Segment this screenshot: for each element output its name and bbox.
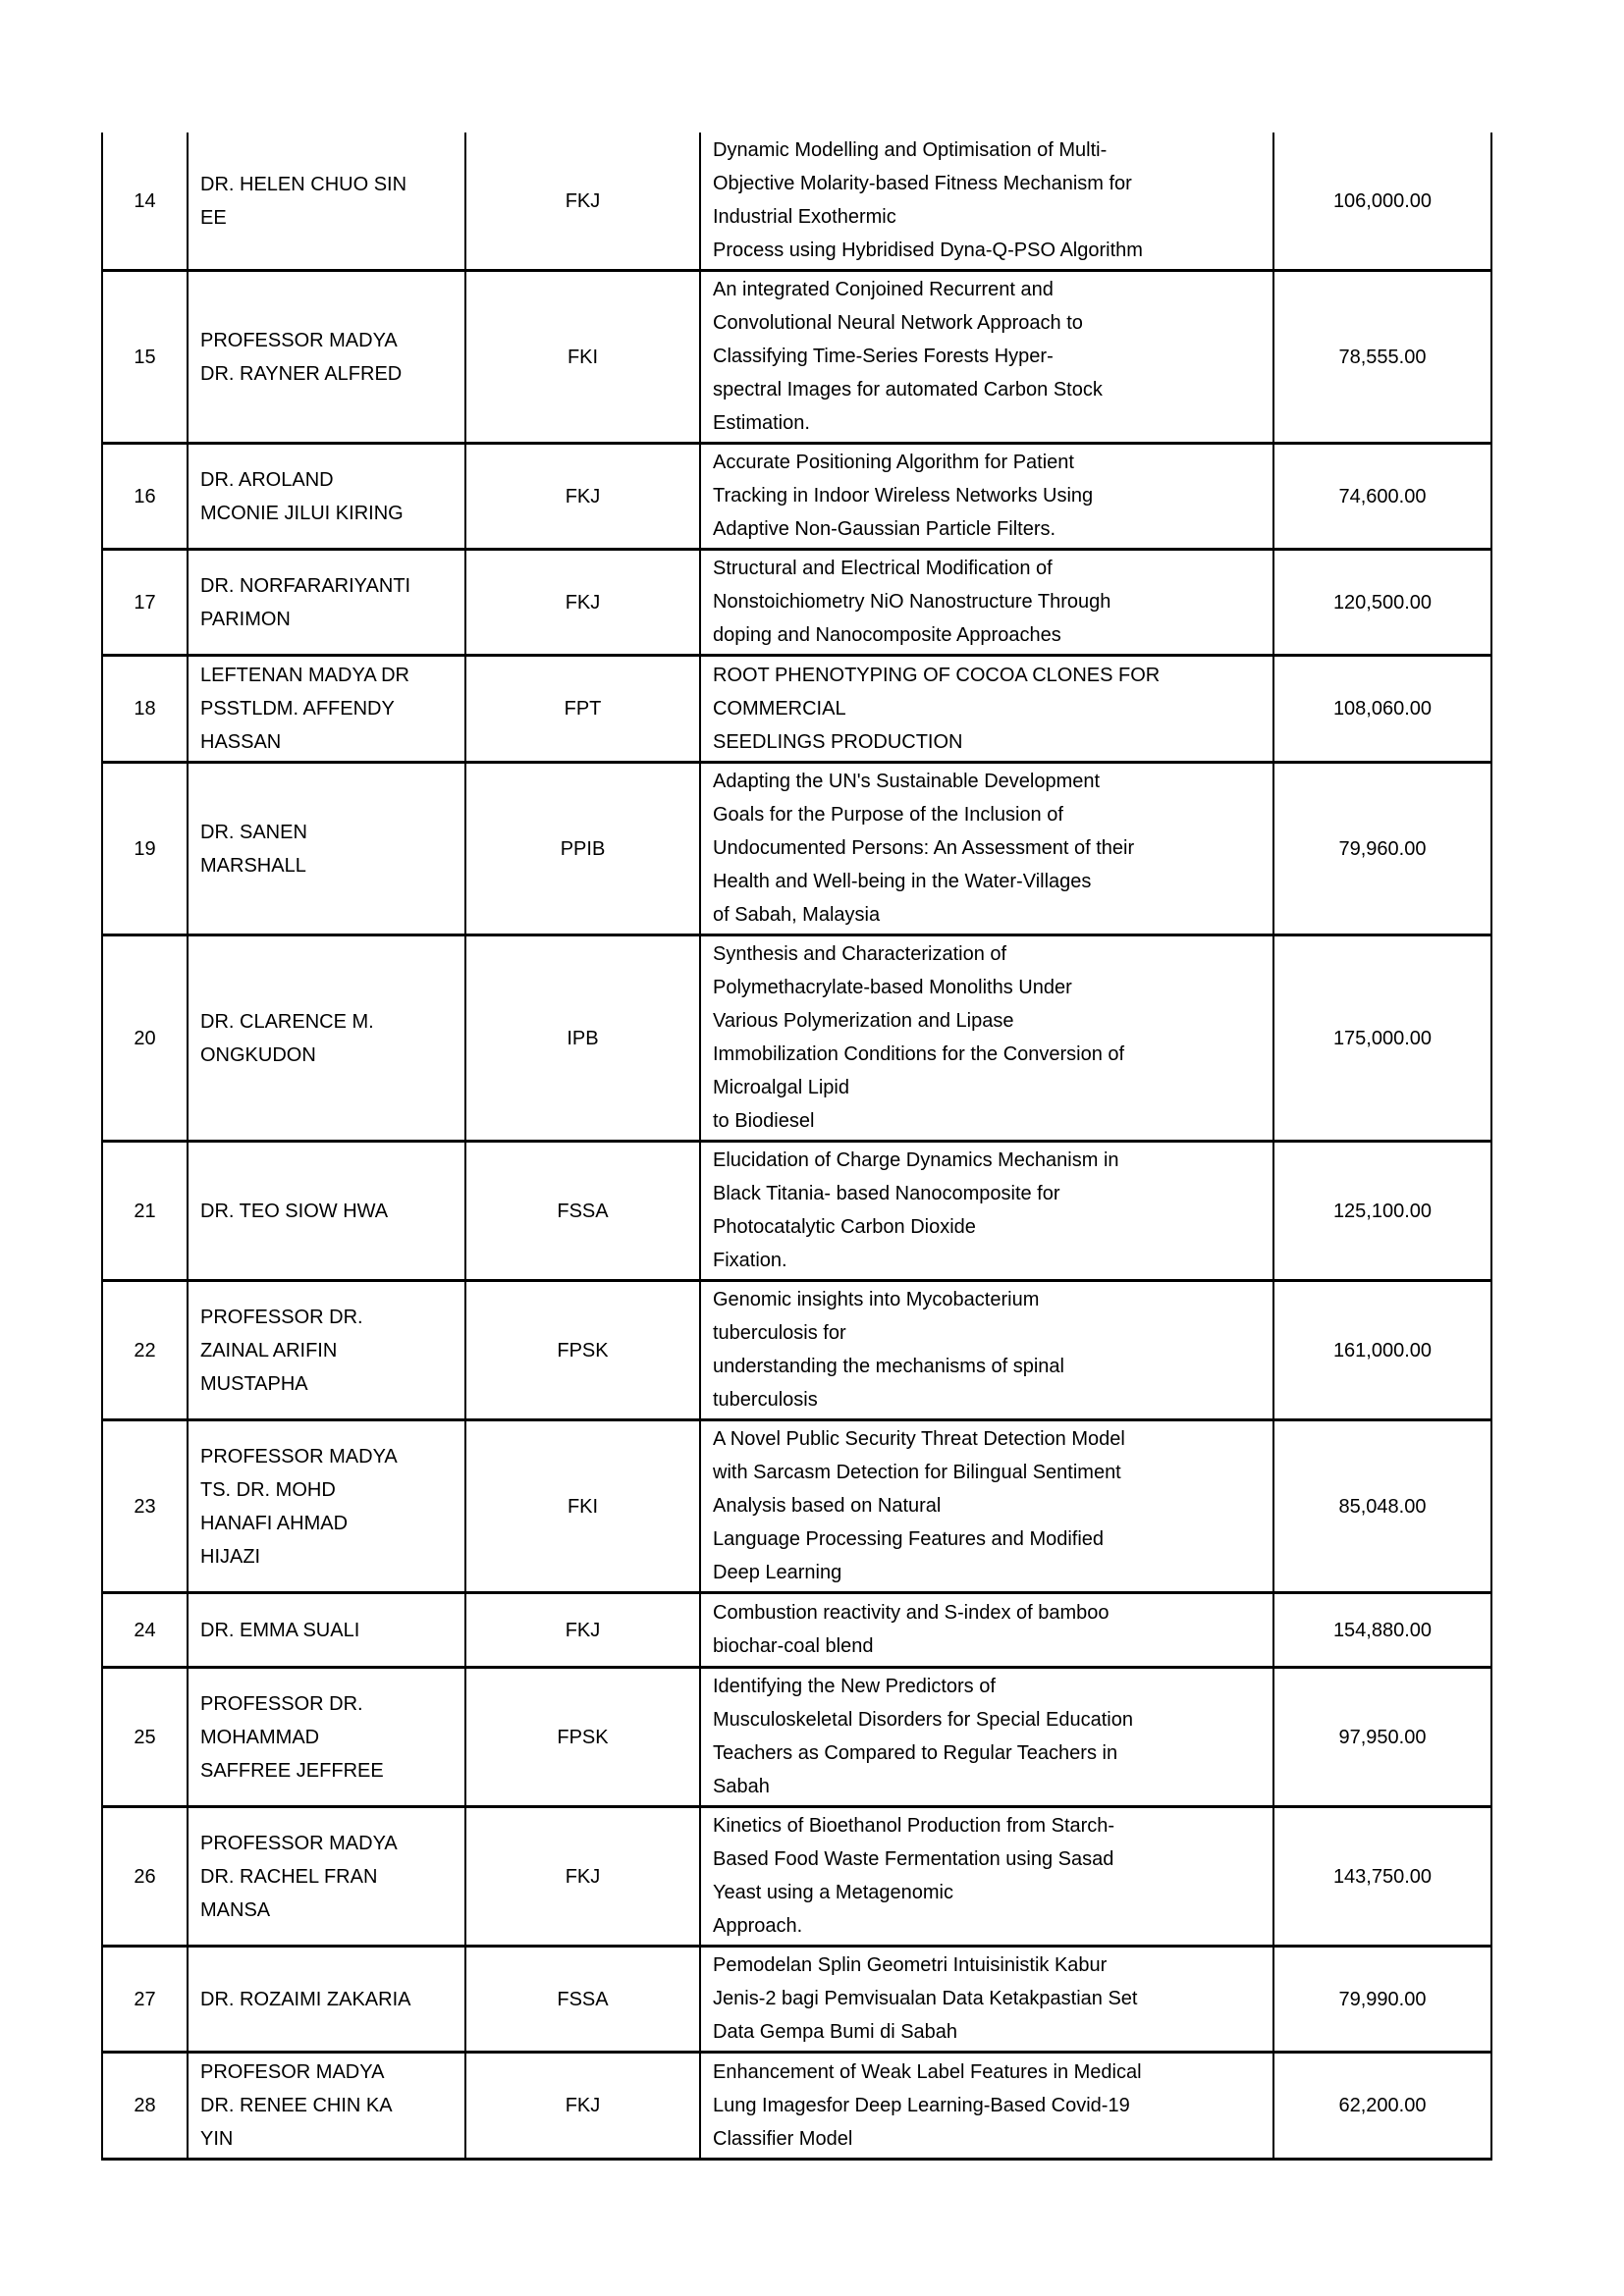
faculty-code-cell: [465, 1807, 700, 1947]
text-line: 79,990.00: [1338, 1988, 1427, 2010]
faculty-code-cell: [465, 550, 700, 656]
row-number-cell: [102, 1947, 188, 2053]
researcher-name-cell: [188, 1142, 465, 1281]
text-line: Language Processing Features and Modified: [713, 1528, 1105, 1550]
text-line: ROOT PHENOTYPING OF COCOA CLONES FOR: [713, 664, 1161, 686]
row-number-cell: [102, 2053, 188, 2160]
project-title-cell: [700, 444, 1273, 550]
text-line: FKJ: [565, 1619, 601, 1641]
text-line: 154,880.00: [1332, 1619, 1433, 1641]
amount-cell: [1273, 1142, 1491, 1281]
text-line: 14: [134, 189, 156, 212]
project-title-cell: [700, 1142, 1273, 1281]
table-row: [102, 1420, 1491, 1593]
faculty-code-cell: [465, 656, 700, 763]
table-row: [102, 1807, 1491, 1947]
amount-cell: [1273, 763, 1491, 935]
text-line: Tracking in Indoor Wireless Networks Using: [713, 485, 1094, 507]
text-line: A Novel Public Security Threat Detection Model: [713, 1428, 1125, 1450]
project-title-cell: [700, 133, 1273, 271]
project-title-cell: [700, 271, 1273, 444]
text-line: Classifying Time-Series Forests Hyper-: [713, 346, 1054, 367]
text-line: FKJ: [565, 189, 601, 212]
text-line: DR. AROLAND: [200, 468, 334, 491]
text-line: ONGKUDON: [200, 1043, 316, 1066]
text-line: DR. RENEE CHIN KA: [200, 2095, 393, 2116]
faculty-code-cell: [465, 1142, 700, 1281]
table-row: [102, 133, 1491, 271]
text-line: Teachers as Compared to Regular Teachers in: [713, 1742, 1118, 1764]
faculty-code-cell: [465, 1420, 700, 1593]
text-line: DR. RACHEL FRAN: [200, 1865, 378, 1888]
text-line: Adapting the UN's Sustainable Development: [713, 771, 1101, 792]
text-line: Nonstoichiometry NiO Nanostructure Through: [713, 591, 1111, 613]
text-line: PROFESOR MADYA: [200, 2061, 385, 2083]
table-row: [102, 1142, 1491, 1281]
amount-cell: [1273, 133, 1491, 271]
row-number-cell: [102, 656, 188, 763]
text-line: Classifier Model: [713, 2127, 853, 2150]
researcher-name-cell: [188, 444, 465, 550]
text-line: DR. CLARENCE M.: [200, 1010, 374, 1033]
text-line: HASSAN: [200, 731, 282, 753]
text-line: 28: [134, 2095, 156, 2116]
researcher-name-cell: [188, 1420, 465, 1593]
text-line: FKJ: [565, 591, 601, 614]
table-row: [102, 2053, 1491, 2160]
text-line: Dynamic Modelling and Optimisation of Multi-: [713, 139, 1108, 161]
text-line: Process using Hybridised Dyna-Q-PSO Algorithm: [713, 240, 1143, 261]
researcher-name-cell: [188, 550, 465, 656]
table-row: [102, 1947, 1491, 2053]
row-number-cell: [102, 444, 188, 550]
text-line: of Sabah, Malaysia: [713, 904, 881, 926]
text-line: 62,200.00: [1338, 2095, 1427, 2116]
table-row: [102, 656, 1491, 763]
text-line: 108,060.00: [1332, 698, 1433, 720]
row-number-cell: [102, 271, 188, 444]
text-line: Yeast using a Metagenomic: [713, 1882, 953, 1903]
text-line: PROFESSOR MADYA: [200, 329, 398, 351]
amount-cell: [1273, 1593, 1491, 1668]
faculty-code-cell: [465, 1947, 700, 2053]
amount-cell: [1273, 656, 1491, 763]
text-line: 23: [134, 1495, 156, 1518]
text-line: MUSTAPHA: [200, 1372, 308, 1395]
text-line: 125,100.00: [1332, 1200, 1433, 1222]
text-line: FKI: [567, 1495, 599, 1518]
text-line: Jenis-2 bagi Pemvisualan Data Ketakpastian Set: [713, 1988, 1138, 2009]
text-line: Elucidation of Charge Dynamics Mechanism in: [713, 1149, 1119, 1171]
faculty-code-cell: [465, 1668, 700, 1807]
amount-cell: [1273, 444, 1491, 550]
researcher-name-cell: [188, 2053, 465, 2160]
table-row: [102, 935, 1491, 1142]
text-line: PPIB: [560, 837, 606, 860]
text-line: biochar-coal blend: [713, 1635, 874, 1657]
project-title-cell: [700, 1420, 1273, 1593]
row-number-cell: [102, 1420, 188, 1593]
text-line: Kinetics of Bioethanol Production from Starch-: [713, 1815, 1115, 1837]
text-line: Black Titania- based Nanocomposite for: [713, 1183, 1060, 1204]
amount-cell: [1273, 1668, 1491, 1807]
text-line: PROFESSOR MADYA: [200, 1445, 398, 1468]
text-line: MOHAMMAD: [200, 1726, 320, 1748]
text-line: DR. ROZAIMI ZAKARIA: [200, 1988, 411, 2010]
text-line: DR. HELEN CHUO SIN: [200, 173, 407, 195]
row-number-cell: [102, 1668, 188, 1807]
text-line: 143,750.00: [1332, 1865, 1433, 1888]
text-line: COMMERCIAL: [713, 697, 846, 720]
amount-cell: [1273, 935, 1491, 1142]
table-row: [102, 550, 1491, 656]
text-line: IPB: [567, 1027, 599, 1049]
text-line: FKI: [567, 346, 599, 368]
text-line: HIJAZI: [200, 1545, 261, 1568]
table-row: [102, 271, 1491, 444]
text-line: PROFESSOR MADYA: [200, 1832, 398, 1854]
text-line: 161,000.00: [1332, 1339, 1433, 1362]
row-number-cell: [102, 935, 188, 1142]
text-line: LEFTENAN MADYA DR: [200, 665, 409, 686]
amount-cell: [1273, 271, 1491, 444]
project-title-cell: [700, 2053, 1273, 2160]
text-line: 106,000.00: [1332, 189, 1433, 212]
researcher-name-cell: [188, 763, 465, 935]
text-line: FKJ: [565, 1865, 601, 1888]
text-line: Deep Learning: [713, 1562, 842, 1583]
text-line: Photocatalytic Carbon Dioxide: [713, 1216, 976, 1238]
text-line: DR. SANEN: [200, 821, 307, 843]
text-line: FKJ: [565, 2095, 601, 2116]
text-line: Combustion reactivity and S-index of bamboo: [713, 1602, 1110, 1624]
row-number-cell: [102, 550, 188, 656]
faculty-code-cell: [465, 763, 700, 935]
text-line: 22: [134, 1339, 156, 1362]
project-title-cell: [700, 1807, 1273, 1947]
table-row: [102, 763, 1491, 935]
text-line: 26: [134, 1865, 156, 1888]
researcher-name-cell: [188, 1668, 465, 1807]
text-line: 79,960.00: [1338, 837, 1427, 860]
text-line: Synthesis and Characterization of: [713, 943, 1007, 965]
researcher-name-cell: [188, 1947, 465, 2053]
text-line: Enhancement of Weak Label Features in Medical: [713, 2060, 1142, 2083]
faculty-code-cell: [465, 1281, 700, 1420]
text-line: Adaptive Non-Gaussian Particle Filters.: [713, 518, 1056, 540]
text-line: Data Gempa Bumi di Sabah: [713, 2021, 958, 2043]
text-line: Analysis based on Natural: [713, 1495, 942, 1517]
text-line: FKJ: [565, 485, 601, 507]
text-line: Genomic insights into Mycobacterium: [713, 1289, 1040, 1310]
text-line: 74,600.00: [1338, 485, 1427, 507]
text-line: to Biodiesel: [713, 1110, 815, 1132]
project-title-cell: [700, 1593, 1273, 1668]
text-line: Musculoskeletal Disorders for Special Education: [713, 1709, 1133, 1731]
researcher-name-cell: [188, 133, 465, 271]
text-line: FSSA: [557, 1988, 609, 2010]
text-line: SAFFREE JEFFREE: [200, 1759, 384, 1782]
text-line: 85,048.00: [1338, 1495, 1427, 1518]
project-title-cell: [700, 1947, 1273, 2053]
text-line: tuberculosis for: [713, 1322, 846, 1344]
text-line: DR. NORFARARIYANTI: [200, 574, 411, 597]
project-title-cell: [700, 1281, 1273, 1420]
faculty-code-cell: [465, 133, 700, 271]
text-line: DR. EMMA SUALI: [200, 1619, 360, 1641]
text-line: 18: [134, 698, 156, 720]
text-line: FPSK: [557, 1339, 609, 1362]
text-line: Polymethacrylate-based Monoliths Under: [713, 977, 1072, 998]
amount-cell: [1273, 2053, 1491, 2160]
project-title-cell: [700, 550, 1273, 656]
researcher-name-cell: [188, 1593, 465, 1668]
researcher-name-cell: [188, 271, 465, 444]
text-line: with Sarcasm Detection for Bilingual Sentiment: [713, 1462, 1121, 1483]
table-row: [102, 1593, 1491, 1668]
text-line: Approach.: [713, 1915, 803, 1937]
text-line: 78,555.00: [1338, 346, 1427, 368]
text-line: Estimation.: [713, 412, 810, 434]
text-line: 24: [134, 1619, 156, 1641]
amount-cell: [1273, 1281, 1491, 1420]
text-line: Sabah: [713, 1776, 770, 1797]
text-line: Objective Molarity-based Fitness Mechanism for: [713, 173, 1132, 194]
text-line: Based Food Waste Fermentation using Sasad: [713, 1848, 1114, 1870]
row-number-cell: [102, 1142, 188, 1281]
faculty-code-cell: [465, 1593, 700, 1668]
table-row: [102, 444, 1491, 550]
text-line: DR. RAYNER ALFRED: [200, 362, 403, 385]
text-line: Fixation.: [713, 1250, 787, 1271]
faculty-code-cell: [465, 444, 700, 550]
text-line: PSSTLDM. AFFENDY: [200, 698, 395, 720]
text-line: FPSK: [557, 1726, 609, 1748]
text-line: TS. DR. MOHD: [200, 1478, 336, 1501]
text-line: 19: [134, 837, 156, 860]
text-line: Undocumented Persons: An Assessment of their: [713, 837, 1135, 859]
row-number-cell: [102, 1281, 188, 1420]
amount-cell: [1273, 550, 1491, 656]
faculty-code-cell: [465, 935, 700, 1142]
text-line: PROFESSOR DR.: [200, 1306, 363, 1328]
row-number-cell: [102, 763, 188, 935]
text-line: spectral Images for automated Carbon Stock: [713, 379, 1103, 400]
table-row: [102, 1281, 1491, 1420]
researcher-name-cell: [188, 935, 465, 1142]
researcher-name-cell: [188, 1281, 465, 1420]
text-line: Goals for the Purpose of the Inclusion of: [713, 804, 1063, 826]
text-line: 97,950.00: [1338, 1726, 1427, 1748]
table-row: [102, 1668, 1491, 1807]
text-line: 21: [134, 1200, 156, 1222]
researcher-name-cell: [188, 1807, 465, 1947]
text-line: 120,500.00: [1332, 591, 1433, 614]
text-line: Lung Imagesfor Deep Learning-Based Covid-19: [713, 2094, 1130, 2116]
text-line: HANAFI AHMAD: [200, 1512, 349, 1534]
text-line: Structural and Electrical Modification of: [713, 558, 1053, 579]
text-line: FSSA: [557, 1200, 609, 1222]
text-line: PARIMON: [200, 608, 291, 630]
text-line: Industrial Exothermic: [713, 206, 896, 228]
text-line: EE: [200, 206, 227, 229]
text-line: ZAINAL ARIFIN: [200, 1339, 338, 1362]
text-line: 20: [134, 1027, 156, 1049]
text-line: Identifying the New Predictors of: [713, 1676, 996, 1697]
project-title-cell: [700, 1668, 1273, 1807]
amount-cell: [1273, 1807, 1491, 1947]
text-line: SEEDLINGS PRODUCTION: [713, 730, 963, 753]
text-line: Pemodelan Splin Geometri Intuisinistik Kabur: [713, 1954, 1108, 1976]
project-title-cell: [700, 935, 1273, 1142]
text-line: Health and Well-being in the Water-Villages: [713, 871, 1092, 892]
amount-cell: [1273, 1947, 1491, 2053]
text-line: doping and Nanocomposite Approaches: [713, 624, 1061, 646]
row-number-cell: [102, 1807, 188, 1947]
text-line: 175,000.00: [1332, 1027, 1433, 1049]
amount-cell: [1273, 1420, 1491, 1593]
row-number-cell: [102, 133, 188, 271]
text-line: PROFESSOR DR.: [200, 1692, 363, 1715]
text-line: An integrated Conjoined Recurrent and: [713, 279, 1054, 300]
text-line: Convolutional Neural Network Approach to: [713, 312, 1083, 334]
research-grants-table: [101, 133, 1492, 2161]
text-line: 17: [134, 591, 156, 614]
text-line: Various Polymerization and Lipase: [713, 1010, 1014, 1032]
text-line: MCONIE JILUI KIRING: [200, 502, 404, 524]
text-line: 15: [134, 346, 156, 368]
faculty-code-cell: [465, 2053, 700, 2160]
text-line: tuberculosis: [713, 1389, 818, 1411]
text-line: Microalgal Lipid: [713, 1077, 849, 1098]
text-line: YIN: [200, 2128, 234, 2150]
text-line: 16: [134, 485, 156, 507]
text-line: 25: [134, 1726, 156, 1748]
researcher-name-cell: [188, 656, 465, 763]
text-line: 27: [134, 1988, 156, 2010]
text-line: MANSA: [200, 1898, 271, 1921]
text-line: MARSHALL: [200, 854, 306, 877]
text-line: Immobilization Conditions for the Conversion of: [713, 1043, 1125, 1065]
project-title-cell: [700, 763, 1273, 935]
text-line: Accurate Positioning Algorithm for Patient: [713, 452, 1074, 473]
project-title-cell: [700, 656, 1273, 763]
text-line: understanding the mechanisms of spinal: [713, 1356, 1064, 1377]
text-line: DR. TEO SIOW HWA: [200, 1200, 389, 1222]
row-number-cell: [102, 1593, 188, 1668]
text-line: FPT: [564, 698, 602, 720]
faculty-code-cell: [465, 271, 700, 444]
